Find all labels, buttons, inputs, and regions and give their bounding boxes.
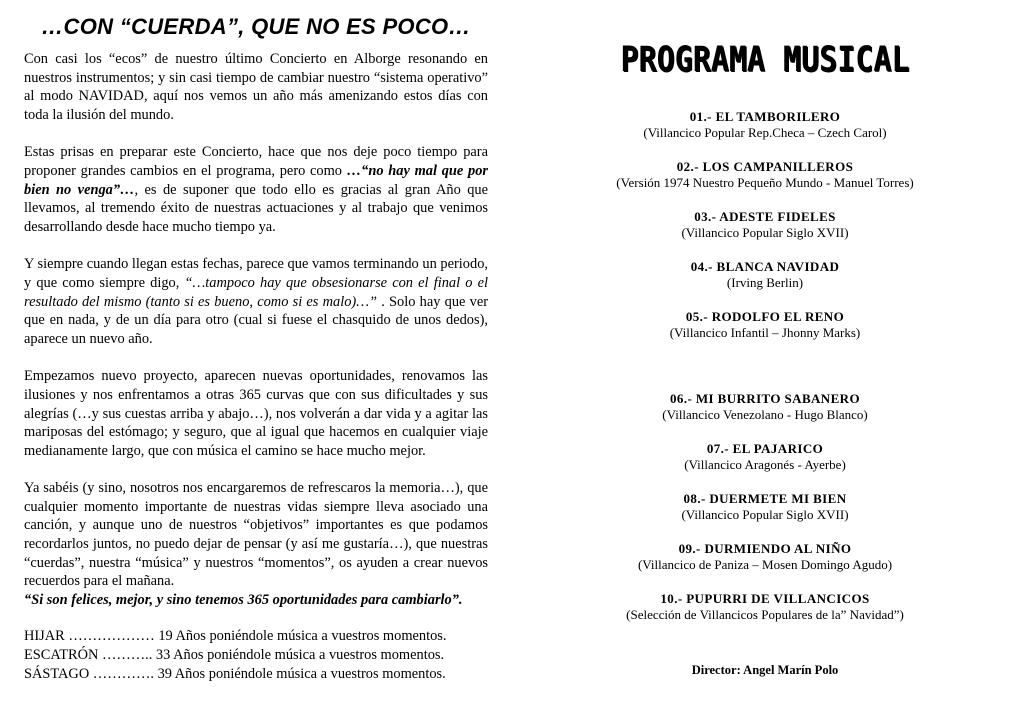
song-item xyxy=(600,159,930,191)
left-column xyxy=(24,14,488,683)
song-subtitle: (Villancico Popular Siglo XVII) xyxy=(681,225,849,240)
song-item xyxy=(600,591,930,623)
years-line-sastago: SÁSTAGO …………. 39 Años poniéndole música a vuestros momentos. xyxy=(24,665,446,682)
closing-quote: “Si son felices, mejor, y sino tenemos 365 oportunidades para cambiarlo”. xyxy=(24,591,463,608)
song-item xyxy=(600,491,930,523)
song-title: 10.- PUPURRI DE VILLANCICOS xyxy=(660,591,870,606)
song-title: 09.- DURMIENDO AL NIÑO xyxy=(678,541,852,556)
song-title: 03.- ADESTE FIDELES xyxy=(694,209,836,224)
song-item xyxy=(600,391,930,423)
paragraph-3 xyxy=(24,255,488,348)
song-subtitle: (Villancico de Paniza – Mosen Domingo Agudo) xyxy=(637,557,893,572)
song-subtitle: (Villancico Infantil – Jhonny Marks) xyxy=(669,325,861,340)
song-item xyxy=(600,441,930,473)
song-title: 02.- LOS CAMPANILLEROS xyxy=(676,159,854,174)
paragraph-2-quote: …“no hay mal que por bien no venga”… xyxy=(24,162,489,198)
paragraph-4: Empezamos nuevo proyecto, aparecen nuevas oportunidades, renovamos las ilusiones y nos enfrentamos a otras 365 curvas que con sus dificultades y sus alegrías (…y sus cuestas arriba y abajo…), nos volverán a dar vida y a agitar las mariposas del estómago; y seguro, que al igual que hacemos en cualquier viaje medianamente largo, que con música el camino se hace mucho mejor. xyxy=(24,368,488,459)
song-subtitle: (Irving Berlin) xyxy=(726,275,804,290)
song-title: 06.- MI BURRITO SABANERO xyxy=(670,391,860,406)
song-item xyxy=(600,209,930,241)
song-subtitle: (Versión 1974 Nuestro Pequeño Mundo - Manuel Torres) xyxy=(616,175,914,190)
song-subtitle: (Villancico Popular Rep.Checa – Czech Carol) xyxy=(643,125,887,140)
song-subtitle: (Villancico Aragonés - Ayerbe) xyxy=(684,457,846,472)
paragraph-2-c: , es de suponer que todo ello es gracias al gran Año que llevamos, al tremendo éxito de nuestras actuaciones y al trabajo que venimos desarrollando desde hace mucho tiempo ya. xyxy=(24,181,488,235)
left-title: …CON “CUERDA”, QUE NO ES POCO… xyxy=(41,14,471,39)
years-line-escatron: ESCATRÓN ……….. 33 Años poniéndole música a vuestros momentos. xyxy=(24,647,445,664)
paragraph-3-quote: “…tampoco hay que obsesionarse con el final o el resultado del mismo (tanto si es bueno, como si es malo)…” xyxy=(24,274,488,310)
director-credit: Director: Angel Marín Polo xyxy=(691,663,839,677)
years-list xyxy=(24,627,488,683)
paragraph-3-c: . Solo hay que ver que en nada, y de un día para otro (cual si fuese el chasquido de unos dedos), aparece un nuevo año. xyxy=(24,293,488,347)
right-column xyxy=(600,40,930,678)
song-title: 08.- DUERMETE MI BIEN xyxy=(683,491,847,506)
paragraph-2-a: Estas prisas en preparar este Concierto, hace que nos deje poco tiempo para proponer grandes cambios en el programa, pero como xyxy=(24,144,488,179)
song-subtitle: (Selección de Villancicos Populares de la” Navidad”) xyxy=(626,607,904,622)
song-item xyxy=(600,109,930,141)
program-title: PROGRAMA MUSICAL xyxy=(620,40,910,81)
song-item xyxy=(600,259,930,291)
song-title: 05.- RODOLFO EL RENO xyxy=(685,309,845,324)
paragraph-5: Ya sabéis (y sino, nosotros nos encargaremos de refrescaros la memoria…), que cualquier momento importante de nuestras vidas siempre lleva asociado una canción, y aunque uno de nuestros “objetivos” importantes es que podamos recordarlos juntos, no puedo dejar de pensar (y así me gustaría…), que nuestras “cuerdas”, nuestra “música” y nuestros “momentos”, os ayuden a crear nuevos recuerdos para el mañana. xyxy=(24,480,488,590)
paragraph-2 xyxy=(24,143,488,236)
song-title: 07.- EL PAJARICO xyxy=(706,441,824,456)
song-title: 04.- BLANCA NAVIDAD xyxy=(690,259,840,274)
paragraph-1: Con casi los “ecos” de nuestro último Concierto en Alborge resonando en nuestros instrumentos; y sin casi tiempo de cambiar nuestro “sistema operativo” al modo NAVIDAD, aquí nos vemos un año más amenizando estos días con toda la ilusión del mundo. xyxy=(24,51,488,123)
song-subtitle: (Villancico Popular Siglo XVII) xyxy=(681,507,849,522)
song-item xyxy=(600,541,930,573)
paragraph-3-a: Y siempre cuando llegan estas fechas, parece que vamos terminando un periodo, y que como siempre digo, xyxy=(24,256,488,291)
years-line-hijar: HIJAR ……………… 19 Años poniéndole música a vuestros momentos. xyxy=(24,628,447,645)
song-item xyxy=(600,309,930,341)
song-subtitle: (Villancico Venezolano - Hugo Blanco) xyxy=(662,407,868,422)
section-gap xyxy=(600,359,930,391)
song-title: 01.- EL TAMBORILERO xyxy=(689,109,841,124)
